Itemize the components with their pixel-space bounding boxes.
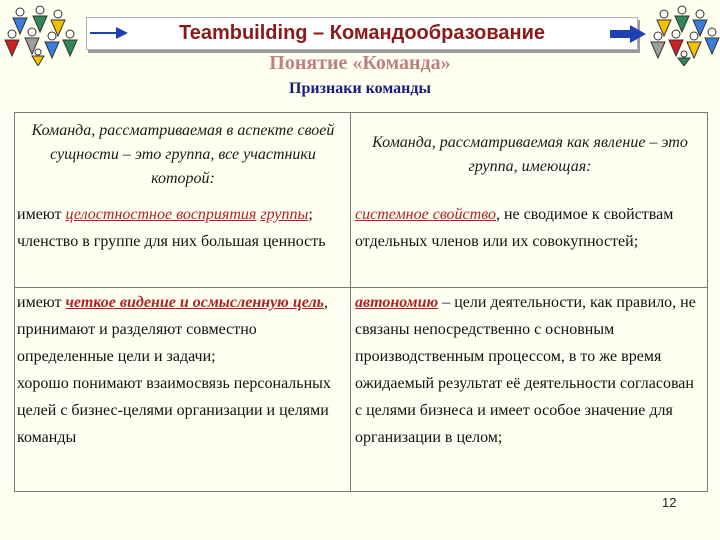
text: – цели деятельности, как правило, не связаны непосредственно с основным производственным процессом, в то же время ожидаемый результат её деятельности согласован с целями бизнеса и имеет особое значение для организации в целом; bbox=[355, 294, 696, 446]
highlight-text: четкое видение и осмысленную цель bbox=[65, 294, 324, 311]
highlight-text: автономию bbox=[355, 294, 439, 311]
comparison-table bbox=[14, 112, 708, 492]
text: , не сводимое к свойствам отдельных членов или их совокупностей; bbox=[355, 206, 674, 250]
highlight-text: целостностное восприятия bbox=[65, 206, 257, 223]
column-divider bbox=[350, 113, 351, 491]
row2-right-cell bbox=[355, 289, 700, 451]
section-heading: Признаки команды bbox=[289, 80, 431, 97]
highlight-text: системное свойство bbox=[355, 206, 496, 223]
text: хорошо понимают взаимосвязь персональных целей с бизнес-целями организации и целями команды bbox=[17, 375, 331, 446]
row2-left-cell bbox=[17, 289, 342, 451]
row-divider bbox=[15, 287, 707, 288]
row1-left-cell bbox=[17, 201, 342, 255]
title-banner bbox=[86, 17, 638, 50]
arrow-right-icon bbox=[88, 25, 130, 41]
row1-right-cell bbox=[355, 201, 700, 255]
slide-title: Teambuilding – Командообразование bbox=[178, 22, 546, 44]
slide-subtitle: Понятие «Команда» bbox=[269, 52, 451, 74]
page-number: 12 bbox=[662, 495, 677, 510]
right-column-header: Команда, рассматриваемая как явление – это группа, имеющая: bbox=[372, 134, 688, 175]
text: , принимают и разделяют совместно определенные цели и задачи; bbox=[17, 294, 328, 365]
left-column-header: Команда, рассматриваемая в аспекте своей сущности – это группа, все участники которой: bbox=[31, 122, 335, 187]
text: ; членство в группе для них большая ценность bbox=[17, 206, 326, 250]
text: имеют bbox=[17, 294, 66, 311]
text: имеют bbox=[17, 206, 66, 223]
highlight-text: группы bbox=[260, 206, 309, 223]
arrow-right-icon bbox=[608, 25, 648, 43]
